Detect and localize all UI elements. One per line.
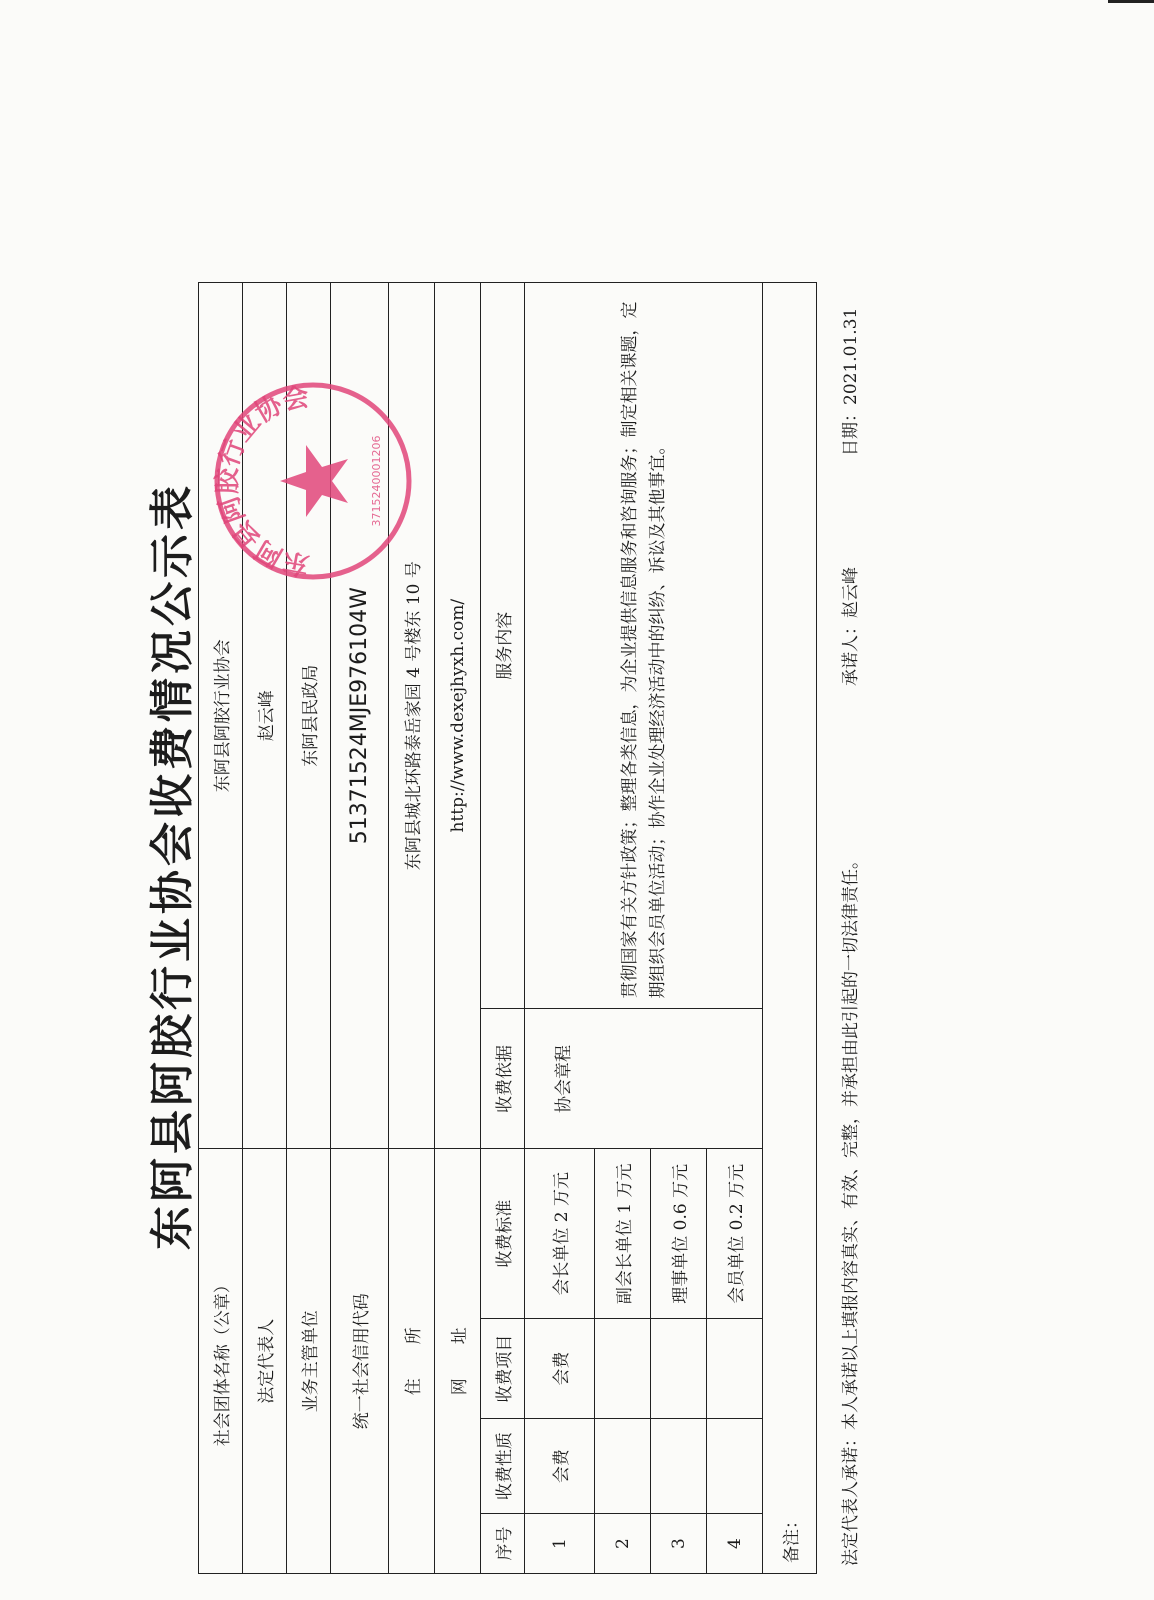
remarks: 备注： <box>763 283 817 1574</box>
org-name-value: 东阿县阿胶行业协会 <box>199 283 243 1149</box>
scan-edge <box>1108 0 1154 3</box>
row4-no: 4 <box>707 1514 763 1574</box>
supervisor-value: 东阿县民政局 <box>287 283 331 1149</box>
row1-basis: 协会章程 <box>525 1009 763 1149</box>
address-value: 东阿县城北环路泰岳家园 4 号楼东 10 号 <box>389 283 435 1149</box>
legal-rep-label: 法定代表人 <box>243 1149 287 1574</box>
row1-nature: 会费 <box>525 1419 595 1514</box>
promise-line <box>836 266 861 1566</box>
row2-no: 2 <box>595 1514 651 1574</box>
header-no: 序号 <box>481 1514 525 1574</box>
seal-star-icon <box>280 445 348 517</box>
promise-signer: 承诺人：赵云峰 <box>841 567 861 686</box>
row1-no: 1 <box>525 1514 595 1574</box>
header-standard: 收费标准 <box>481 1149 525 1319</box>
rotated-document <box>0 136 1028 1596</box>
header-basis: 收费依据 <box>481 1009 525 1149</box>
header-nature: 收费性质 <box>481 1419 525 1514</box>
header-service: 服务内容 <box>481 283 525 1009</box>
address-label: 住 所 <box>389 1149 435 1574</box>
credit-code-value: 51371524MJE976104W <box>331 283 389 1149</box>
header-item: 收费项目 <box>481 1319 525 1419</box>
official-seal-stamp <box>208 376 418 586</box>
credit-code-label: 统一社会信用代码 <box>331 1149 389 1574</box>
row1-item: 会费 <box>525 1319 595 1419</box>
promise-text: 法定代表人承诺：本人承诺以上填报内容真实、有效、完整，并承担由此引起的一切法律责任。 <box>841 852 861 1566</box>
row3-standard: 理事单位 0.6 万元 <box>651 1149 707 1319</box>
supervisor-label: 业务主管单位 <box>287 1149 331 1574</box>
svg-text:3715240001206: 3715240001206 <box>370 435 383 527</box>
website-label: 网 址 <box>435 1149 481 1574</box>
row2-standard: 副会长单位 1 万元 <box>595 1149 651 1319</box>
row3-no: 3 <box>651 1514 707 1574</box>
document-title: 东阿县阿胶行业协会收费情况公示表 <box>147 482 198 1250</box>
legal-rep-value: 赵云峰 <box>243 283 287 1149</box>
row1-standard: 会长单位 2 万元 <box>525 1149 595 1319</box>
org-name-label: 社会团体名称（公章） <box>199 1149 243 1574</box>
svg-text:东阿县阿胶行业协会: 东阿县阿胶行业协会 <box>212 382 312 580</box>
promise-date: 日期：2021.01.31 <box>841 307 861 456</box>
service-content: 贯彻国家有关方针政策；整理各类信息，为企业提供信息服务和咨询服务；制定相关课题，定期组织会员单位活动；协作企业处理经济活动中的纠纷、诉讼及其他事宜。 <box>525 283 763 1009</box>
website-value: http://www.dexejhyxh.com/ <box>435 283 481 1149</box>
row4-standard: 会员单位 0.2 万元 <box>707 1149 763 1319</box>
